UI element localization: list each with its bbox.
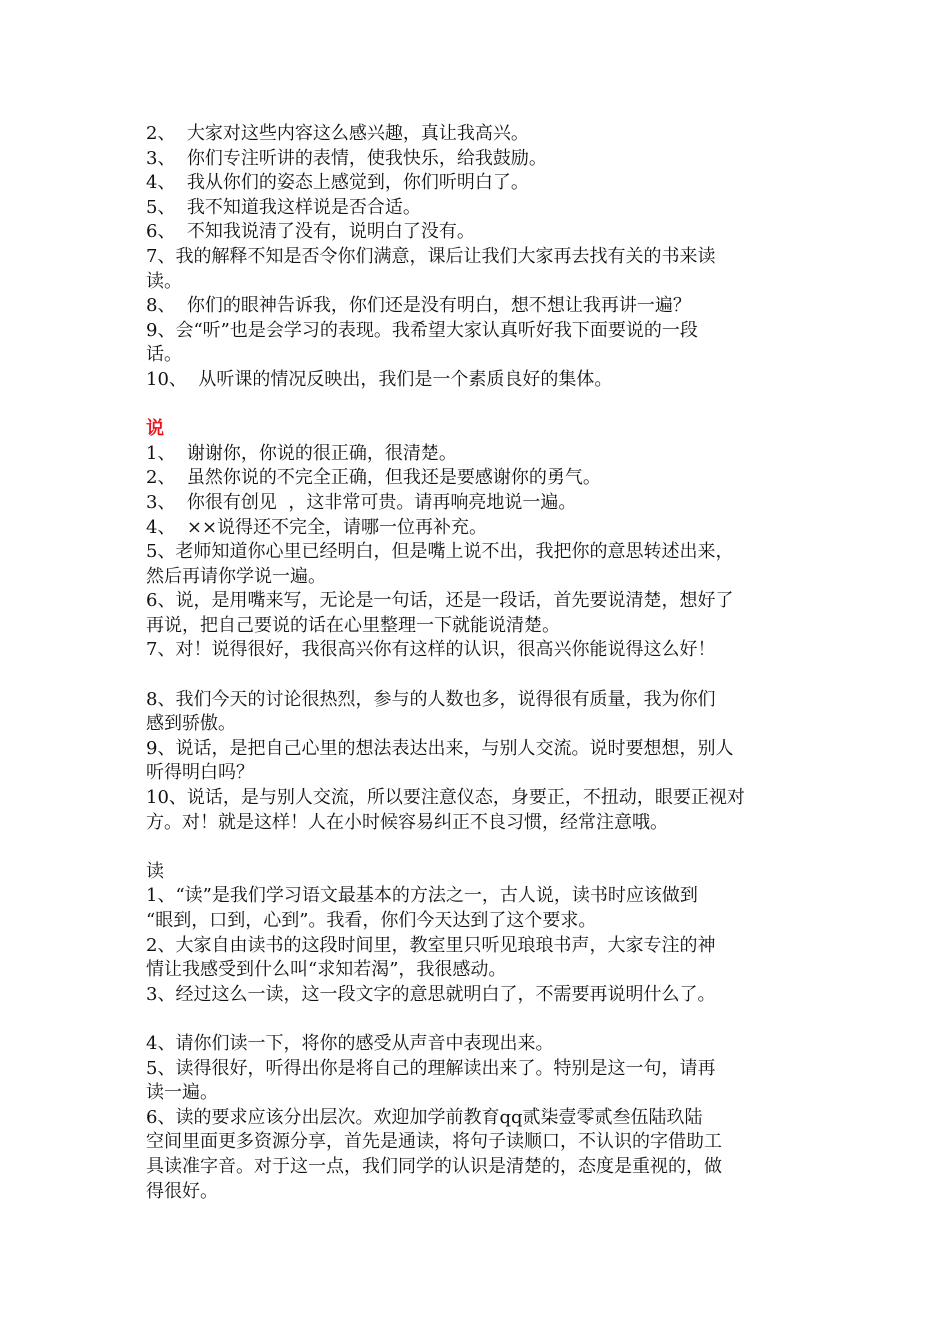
text-line: 9、会“听”也是会学习的表现。我希望大家认真听好我下面要说的一段 xyxy=(146,319,698,341)
text-line: 7、我的解释不知是否令你们满意，课后让我们大家再去找有关的书来读 xyxy=(146,245,716,267)
text-line: 听得明白吗？ xyxy=(146,762,254,784)
text-line: 具读准字音。对于这一点，我们同学的认识是清楚的，态度是重视的，做 xyxy=(146,1155,722,1177)
text-line: 然后再请你学说一遍。 xyxy=(146,565,326,587)
text-line: 感到骄傲。 xyxy=(146,713,236,735)
read-lines-a xyxy=(146,884,810,1007)
text-line: 情让我感受到什么叫“求知若渴”，我很感动。 xyxy=(146,959,507,981)
section-gap xyxy=(146,835,810,860)
text-line: 读一遍。 xyxy=(146,1082,218,1104)
text-line: 3、经过这么一读，这一段文字的意思就明白了，不需要再说明什么了。 xyxy=(146,983,716,1005)
text-line: 空间里面更多资源分享，首先是通读，将句子读顺口，不认识的字借助工 xyxy=(146,1131,722,1153)
text-line: 3、 你很有创见 ，这非常可贵。请再响亮地说一遍。 xyxy=(146,491,577,513)
text-line: 3、 你们专注听讲的表情，使我快乐，给我鼓励。 xyxy=(146,147,547,169)
text-line: “眼到，口到，心到”。我看，你们今天达到了这个要求。 xyxy=(146,910,597,931)
text-line: 10、 从听课的情况反映出，我们是一个素质良好的集体。 xyxy=(146,368,613,390)
section-gap xyxy=(146,663,810,688)
section-gap xyxy=(146,1007,810,1032)
text-line: 5、老师知道你心里已经明白，但是嘴上说不出，我把你的意思转述出来， xyxy=(146,541,734,563)
text-line: 8、 你们的眼神告诉我，你们还是没有明白，想不想让我再讲一遍？ xyxy=(146,295,691,317)
text-line: 4、 ××说得还不完全，请哪一位再补充。 xyxy=(146,516,488,538)
text-line: 9、说话，是把自己心里的想法表达出来，与别人交流。说时要想想，别人 xyxy=(146,737,734,759)
text-line: 方。对！就是这样！人在小时候容易纠正不良习惯，经常注意哦。 xyxy=(146,811,668,833)
text-line: 2、大家自由读书的这段时间里，教室里只听见琅琅书声，大家专注的神 xyxy=(146,934,716,956)
text-line: 6、 不知我说清了没有，说明白了没有。 xyxy=(146,221,475,243)
text-line: 读。 xyxy=(146,270,182,292)
text-line: 1、 谢谢你，你说的很正确，很清楚。 xyxy=(146,442,457,464)
speak-lines-a xyxy=(146,442,810,663)
section-heading-read: 读 xyxy=(146,860,164,882)
section-gap xyxy=(146,393,810,418)
text-line: 得很好。 xyxy=(146,1180,218,1202)
text-line: 话。 xyxy=(146,344,182,366)
text-line: 4、请你们读一下，将你的感受从声音中表现出来。 xyxy=(146,1032,554,1054)
text-line: 10、说话，是与别人交流，所以要注意仪态，身要正，不扭动，眼要正视对 xyxy=(146,787,745,809)
text-line: 7、对！说得很好，我很高兴你有这样的认识，很高兴你能说得这么好！ xyxy=(146,639,716,661)
text-line: 1、“读”是我们学习语文最基本的方法之一，古人说，读书时应该做到 xyxy=(146,885,698,907)
read-lines-b xyxy=(146,1032,810,1204)
text-line: 2、 虽然你说的不完全正确，但我还是要感谢你的勇气。 xyxy=(146,467,601,489)
text-line: 再说，把自己要说的话在心里整理一下就能说清楚。 xyxy=(146,614,560,636)
text-line: 6、说，是用嘴来写，无论是一句话，还是一段话，首先要说清楚，想好了 xyxy=(146,590,734,612)
text-line: 8、我们今天的讨论很热烈，参与的人数也多，说得很有质量，我为你们 xyxy=(146,688,716,710)
text-line: 2、 大家对这些内容这么感兴趣，真让我高兴。 xyxy=(146,123,529,144)
text-line: 4、 我从你们的姿态上感觉到，你们听明白了。 xyxy=(146,172,529,194)
speak-lines-b xyxy=(146,688,810,836)
text-line: 5、读得很好，听得出你是将自己的理解读出来了。特别是这一句，请再 xyxy=(146,1057,716,1079)
section-read xyxy=(146,860,810,1204)
section-listen xyxy=(146,122,810,393)
text-line: 6、读的要求应该分出层次。欢迎加学前教育qq贰柒壹零贰叁伍陆玖陆 xyxy=(146,1106,703,1128)
text-line: 5、 我不知道我这样说是否合适。 xyxy=(146,196,421,218)
section-speak xyxy=(146,417,810,835)
section-heading-speak: 说 xyxy=(146,418,164,440)
document-page xyxy=(146,122,810,1204)
